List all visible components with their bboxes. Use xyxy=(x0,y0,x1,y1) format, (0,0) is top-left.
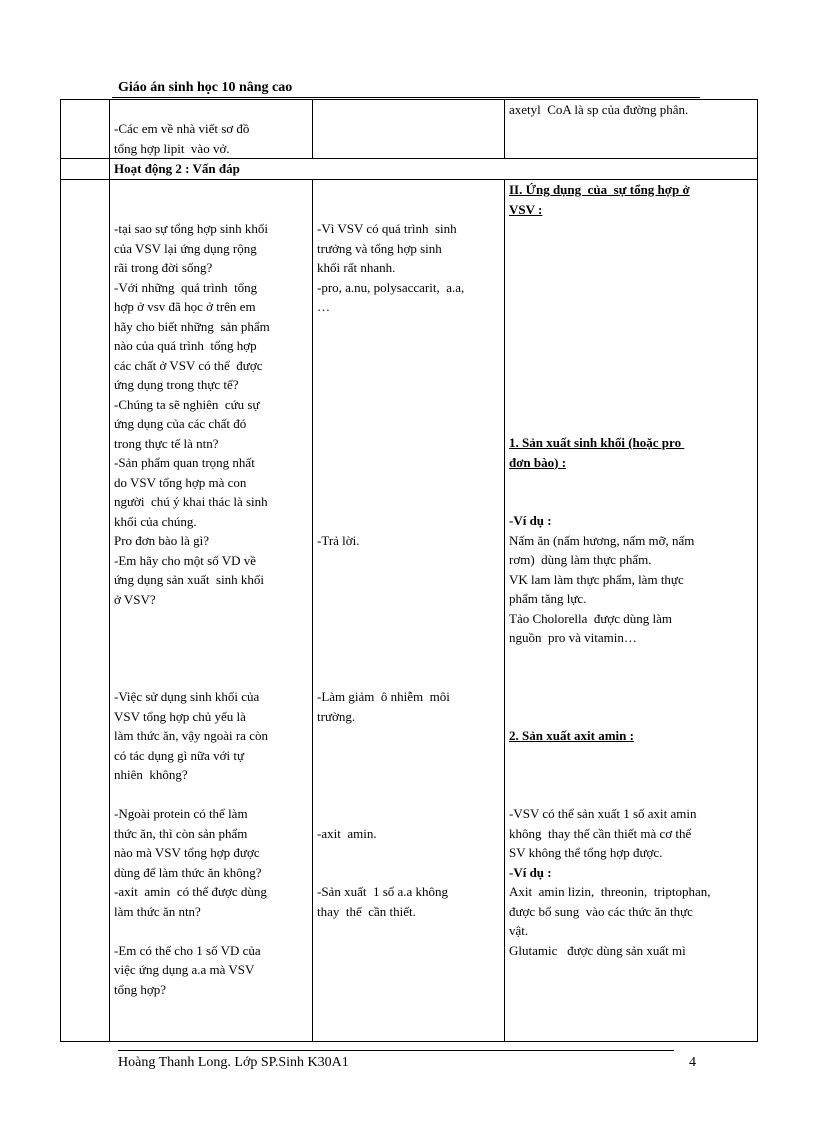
text-line xyxy=(317,492,500,512)
table-cell-empty xyxy=(61,100,110,159)
text-line: VK lam làm thực phẩm, làm thực xyxy=(509,571,684,587)
text-line: ứng dụng sản xuất sinh khối xyxy=(114,572,265,587)
text-line: làm thức ăn ntn? xyxy=(114,903,201,919)
section-title xyxy=(509,180,753,219)
subsection-title xyxy=(509,433,753,472)
header-title: Giáo án sinh học 10 nâng cao xyxy=(118,80,293,95)
content-lines xyxy=(509,100,753,120)
text-line: II. Ứng dụng của sự tổng hợp ở xyxy=(509,182,690,197)
text-line: các chất ở VSV có thể được xyxy=(114,357,263,373)
table-row xyxy=(61,159,758,180)
text-line xyxy=(317,785,500,805)
text-line xyxy=(317,668,500,688)
text-line: -Sản xuất 1 số a.a không xyxy=(317,884,449,899)
text-line xyxy=(317,843,500,863)
text-line: -Trả lời. xyxy=(317,533,360,548)
text-line xyxy=(317,551,500,571)
header-divider xyxy=(112,97,700,98)
text-line xyxy=(317,453,500,473)
text-line: -Em hãy cho một số VD về xyxy=(114,552,257,568)
text-line: trường. xyxy=(317,708,356,724)
text-line xyxy=(317,648,500,668)
text-line xyxy=(317,375,500,395)
text-line: nào của quá trình tổng hợp xyxy=(114,338,257,353)
text-line: -Làm giảm ô nhiễm môi xyxy=(317,689,450,704)
text-line: người chú ý khai thác là sinh xyxy=(114,494,268,509)
text-line: ứng dụng trong thực tế? xyxy=(114,377,239,392)
text-line xyxy=(317,609,500,629)
text-line xyxy=(317,863,500,883)
text-line xyxy=(317,765,500,785)
text-line xyxy=(317,726,500,746)
text-line xyxy=(317,570,500,590)
activity-title: Hoạt động 2 : Vấn đáp xyxy=(110,159,758,180)
lesson-table xyxy=(60,99,758,1042)
text-line xyxy=(317,746,500,766)
text-line: hợp ở vsv đã học ở trên em xyxy=(114,299,256,314)
teacher-lines xyxy=(114,219,308,999)
text-line: vật. xyxy=(509,923,529,938)
text-line: -tại sao sự tổng hợp sinh khối xyxy=(114,221,269,236)
text-line: khối rất nhanh. xyxy=(317,260,396,275)
text-line xyxy=(114,668,308,688)
text-line: … xyxy=(317,299,330,314)
text-line: VSV : xyxy=(509,201,543,217)
text-line: SV không thể tổng hợp được. xyxy=(509,845,663,860)
text-line: do VSV tổng hợp mà con xyxy=(114,474,247,490)
text-line: dùng để làm thức ăn không? xyxy=(114,864,262,880)
text-line: khối của chúng. xyxy=(114,513,197,529)
table-cell-empty xyxy=(61,159,110,180)
text-line: -Em có thể cho 1 số VD của xyxy=(114,942,261,958)
teacher-cell xyxy=(110,100,313,159)
text-line: đơn bào) : xyxy=(509,454,567,470)
text-line: được bổ sung vào các thức ăn thực xyxy=(509,903,693,919)
text-line: Axit amin lizin, threonin, triptophan, xyxy=(509,884,711,899)
text-line: không thay thế cần thiết mà cơ thể xyxy=(509,825,692,841)
text-line: -Việc sử dụng sinh khối của xyxy=(114,689,260,704)
example-list xyxy=(509,882,753,960)
text-line: VSV tổng hợp chủ yếu là xyxy=(114,708,246,724)
text-line: Glutamic được dùng sản xuất mì xyxy=(509,942,686,958)
text-line xyxy=(317,804,500,824)
text-line: -axit amin. xyxy=(317,825,377,841)
text-line: 1. Sản xuất sinh khối (hoặc pro xyxy=(509,435,685,450)
text-line: tổng hợp lipit vào vở. xyxy=(114,140,230,156)
text-line: rãi trong đời sống? xyxy=(114,260,213,275)
student-cell xyxy=(313,100,505,159)
text-line: axetyl CoA là sp của đường phân. xyxy=(509,102,689,117)
student-lines xyxy=(317,219,500,921)
text-line: Tảo Cholorella được dùng làm xyxy=(509,610,673,626)
text-line: -Các em về nhà viết sơ đồ xyxy=(114,121,250,136)
text-line: làm thức ăn, vậy ngoài ra còn xyxy=(114,728,268,743)
text-line xyxy=(317,473,500,493)
subsection-title: 2. Sản xuất axit amin : xyxy=(509,727,634,743)
text-line: -axit amin có thể được dùng xyxy=(114,884,267,899)
text-line xyxy=(317,336,500,356)
text-line xyxy=(114,648,308,668)
subsection-text xyxy=(509,804,753,863)
text-line: -Sản phẩm quan trọng nhất xyxy=(114,455,255,470)
text-line: ở VSV? xyxy=(114,591,156,607)
text-line: Pro đơn bào là gì? xyxy=(114,533,209,548)
text-line xyxy=(317,317,500,337)
text-line: Nấm ăn (nấm hương, nấm mỡ, nấm xyxy=(509,532,695,548)
text-line: nguồn pro và vitamin… xyxy=(509,630,637,645)
text-line xyxy=(317,414,500,434)
text-line xyxy=(317,434,500,454)
text-line xyxy=(317,512,500,532)
table-row xyxy=(61,100,758,159)
teacher-cell xyxy=(110,180,313,1042)
content-cell xyxy=(505,180,758,1042)
footer-divider xyxy=(118,1050,674,1051)
text-line xyxy=(317,395,500,415)
example-label: -Ví dụ : xyxy=(509,513,552,528)
text-line: của VSV lại ứng dụng rộng xyxy=(114,240,257,256)
footer-author: Hoàng Thanh Long. Lớp SP.Sinh K30A1 xyxy=(118,1055,349,1070)
text-line: việc ứng dụng a.a mà VSV xyxy=(114,962,255,977)
text-line: hãy cho biết những sản phẩm xyxy=(114,318,270,334)
text-line: trong thực tế là ntn? xyxy=(114,435,219,451)
text-line: -pro, a.nu, polysaccarit, a.a, xyxy=(317,279,465,295)
text-line: -Với những quá trình tổng xyxy=(114,279,258,295)
text-line xyxy=(317,356,500,376)
text-line: -VSV có thể sản xuất 1 số axit amin xyxy=(509,806,697,821)
text-line: có tác dụng gì nữa với tự xyxy=(114,747,244,763)
table-row xyxy=(61,180,758,1042)
text-line xyxy=(114,629,308,649)
page-number: 4 xyxy=(689,1055,696,1070)
text-line xyxy=(317,629,500,649)
text-line: tổng hợp? xyxy=(114,981,167,997)
table-cell-empty xyxy=(61,180,110,1042)
text-line: thức ăn, thì còn sản phẩm xyxy=(114,825,248,841)
content-cell xyxy=(505,100,758,159)
text-line: ứng dụng của các chất đó xyxy=(114,416,247,431)
teacher-lines xyxy=(114,119,308,158)
student-cell xyxy=(313,180,505,1042)
subsection-text xyxy=(509,531,753,648)
example-label: -Ví dụ : xyxy=(509,864,552,880)
text-line: -Ngoài protein có thể làm xyxy=(114,806,248,821)
text-line: -Chúng ta sẽ nghiên cứu sự xyxy=(114,396,260,412)
text-line: phẩm tăng lực. xyxy=(509,591,587,606)
text-line: nào mà VSV tổng hợp được xyxy=(114,845,260,860)
text-line xyxy=(114,785,308,805)
text-line xyxy=(114,609,308,629)
text-line: rơm) dùng làm thực phẩm. xyxy=(509,552,652,567)
text-line: thay thế cần thiết. xyxy=(317,903,416,919)
text-line: -Vì VSV có quá trình sinh xyxy=(317,221,457,236)
text-line: trưởng và tổng hợp sinh xyxy=(317,240,442,256)
text-line: nhiên không? xyxy=(114,767,188,782)
text-line xyxy=(317,590,500,610)
text-line xyxy=(114,921,308,941)
